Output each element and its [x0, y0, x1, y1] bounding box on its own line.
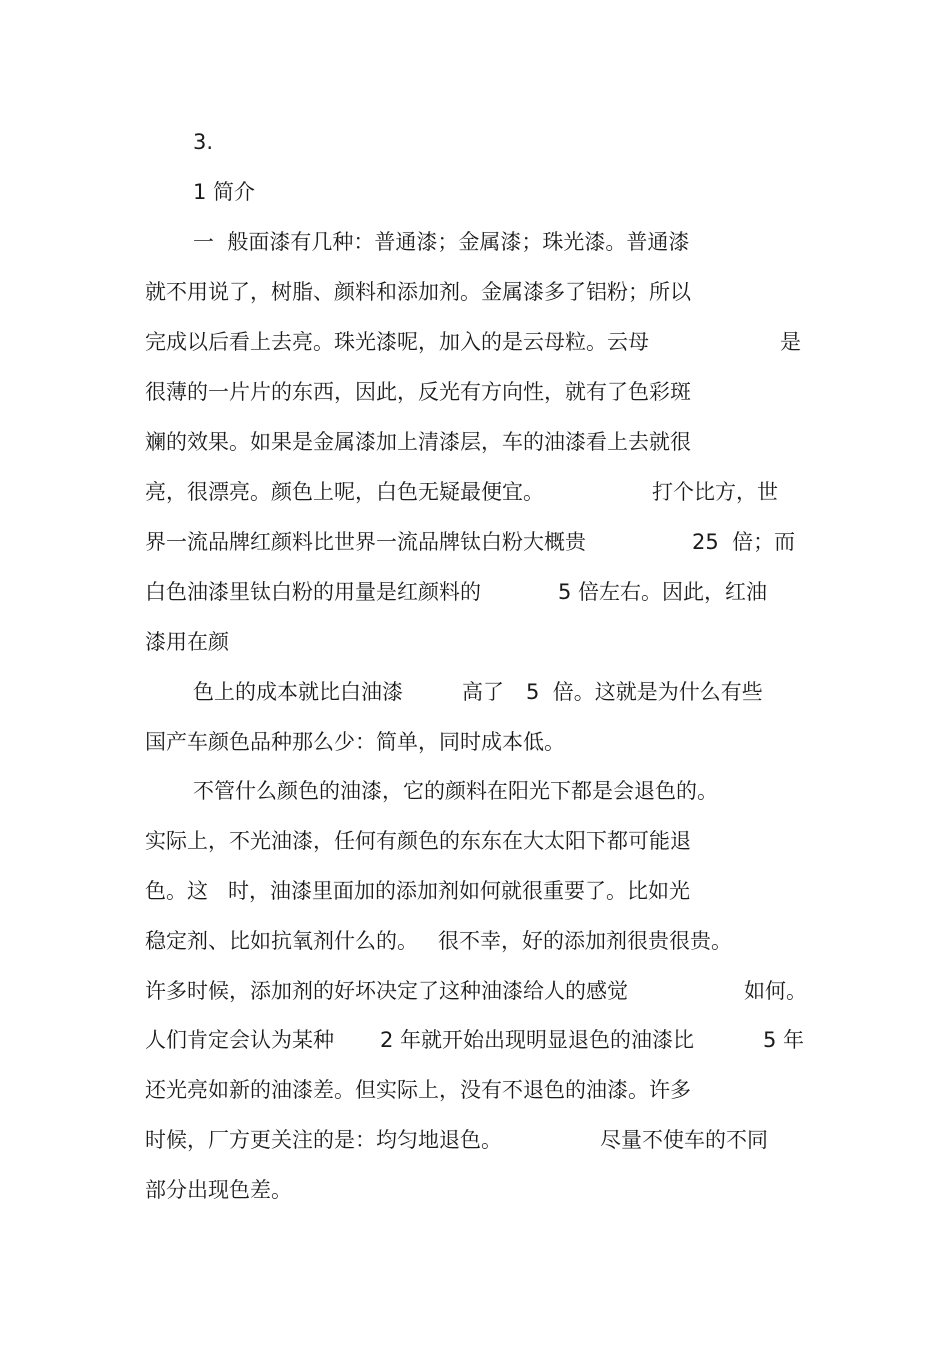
paragraph-line-fragment: 25 倍；而: [692, 530, 796, 554]
paragraph-line: 时候，厂方更关注的是：均匀地退色。: [145, 1128, 502, 1152]
paragraph-line-fragment: 5 倍。这就是为什么有些: [526, 680, 763, 704]
paragraph-line: 不管什么颜色的油漆，它的颜料在阳光下都是会退色的。: [193, 779, 718, 803]
paragraph-line: 很薄的一片片的东西，因此，反光有方向性，就有了色彩斑: [145, 380, 691, 404]
paragraph-line: 漆用在颜: [145, 630, 229, 654]
paragraph-line: 亮，很漂亮。颜色上呢，白色无疑最便宜。: [145, 480, 544, 504]
paragraph-line: 部分出现色差。: [145, 1178, 292, 1202]
paragraph-line: 一 般面漆有几种：普通漆；金属漆；珠光漆。普通漆: [193, 230, 690, 254]
paragraph-line: 色。这 时，油漆里面加的添加剂如何就很重要了。比如光: [145, 879, 691, 903]
paragraph-line: 还光亮如新的油漆差。但实际上，没有不退色的油漆。许多: [145, 1078, 691, 1102]
paragraph-line: 完成以后看上去亮。珠光漆呢，加入的是云母粒。云母: [145, 330, 649, 354]
section-number: 3.: [193, 130, 214, 154]
paragraph-line: 实际上，不光油漆，任何有颜色的东东在大太阳下都可能退: [145, 829, 691, 853]
paragraph-line: 就不用说了，树脂、颜料和添加剂。金属漆多了铝粉；所以: [145, 280, 691, 304]
paragraph-line: 人们肯定会认为某种: [145, 1028, 334, 1052]
paragraph-line-fragment: 尽量不使车的不同: [600, 1128, 768, 1152]
paragraph-line-fragment: 打个比方，世: [652, 480, 778, 504]
paragraph-line: 稳定剂、比如抗氧剂什么的。 很不幸，好的添加剂很贵很贵。: [145, 929, 733, 953]
paragraph-line: 色上的成本就比白油漆: [193, 680, 403, 704]
paragraph-line-fragment: 2 年就开始出现明显退色的油漆比: [380, 1028, 695, 1052]
paragraph-line: 界一流品牌红颜料比世界一流品牌钛白粉大概贵: [145, 530, 586, 554]
paragraph-line: 斓的效果。如果是金属漆加上清漆层，车的油漆看上去就很: [145, 430, 691, 454]
paragraph-line-fragment: 5 年: [763, 1028, 805, 1052]
section-heading: 1 简介: [193, 180, 256, 204]
paragraph-line: 许多时候，添加剂的好坏决定了这种油漆给人的感觉: [145, 979, 628, 1003]
paragraph-line-fragment: 高了: [462, 680, 504, 704]
paragraph-line-fragment: 是: [780, 330, 801, 354]
paragraph-line-fragment: 如何。: [744, 979, 807, 1003]
paragraph-line: 国产车颜色品种那么少：简单，同时成本低。: [145, 730, 565, 754]
paragraph-line-fragment: 5 倍左右。因此，红油: [558, 580, 768, 604]
paragraph-line: 白色油漆里钛白粉的用量是红颜料的: [145, 580, 481, 604]
